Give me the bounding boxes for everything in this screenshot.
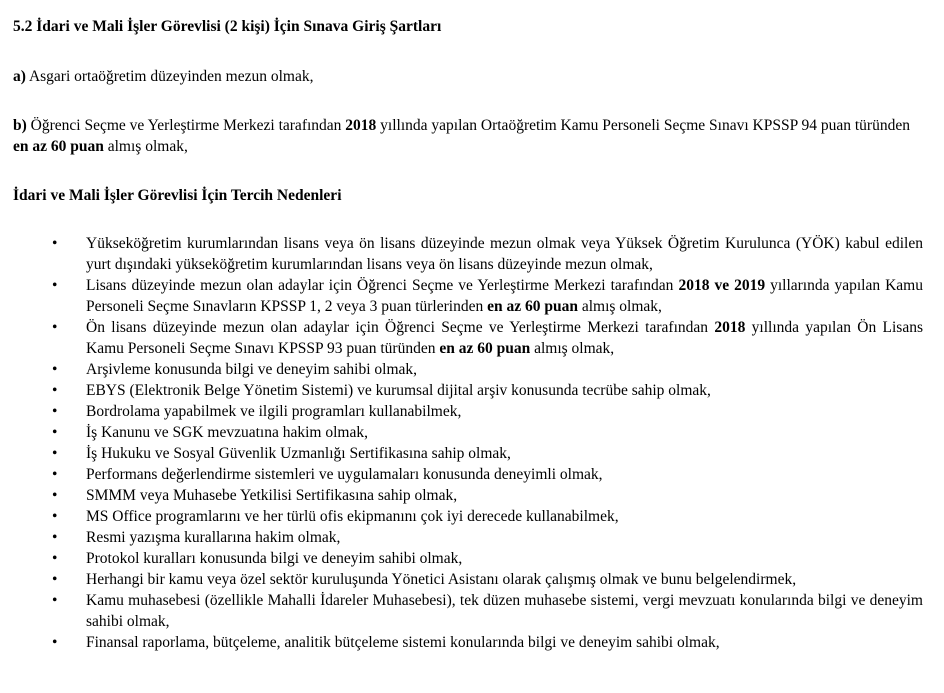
bullet-icon: • [52,424,58,441]
list-item-year: 2018 [678,277,710,294]
preference-title: İdari ve Mali İşler Görevlisi İçin Tercih Nedenleri [13,187,342,204]
requirement-b-year: 2018 [345,117,377,134]
requirement-a-label: a) [13,68,26,85]
list-item [0,380,923,401]
list-item-text: Ön lisans düzeyinde mezun olan adaylar için Öğrenci Seçme ve Yerleştirme Merkezi tarafından [86,319,715,336]
bullet-icon: • [52,403,58,420]
list-item-text: yıllarında yapılan Kamu Personeli Seçme Sınavların KPSSP 1, 2 veya 3 puan türlerinden [86,277,923,315]
bullet-icon: • [52,445,58,462]
list-item [0,485,923,506]
bullet-icon: • [52,634,58,651]
requirement-b-text: Öğrenci Seçme ve Yerleştirme Merkezi tarafından [26,117,346,134]
list-item [0,443,923,464]
list-item-text: Bordrolama yapabilmek ve ilgili programları kullanabilmek, [86,403,462,420]
list-item-text: Lisans düzeyinde mezun olan adaylar için Öğrenci Seçme ve Yerleştirme Merkezi tarafından [86,277,679,294]
list-item-text: Performans değerlendirme sistemleri ve uygulamaları konusunda deneyimli olmak, [86,466,603,483]
bullet-icon: • [52,508,58,525]
requirement-b-text: almış olmak, [103,138,188,155]
bullet-icon: • [52,529,58,546]
bullet-icon: • [52,571,58,588]
list-item-text: İş Hukuku ve Sosyal Güvenlik Uzmanlığı Sertifikasına sahip olmak, [86,445,511,462]
list-item [0,401,923,422]
preference-list [0,233,944,653]
list-item-text: almış olmak, [577,298,662,315]
bullet-icon: • [52,487,58,504]
list-item-year: 2018 [714,319,746,336]
section-title: 5.2 İdari ve Mali İşler Görevlisi (2 kişi) İçin Sınava Giriş Şartları [13,18,442,35]
list-item [0,569,923,590]
bullet-icon: • [52,466,58,483]
list-item-text: ve [709,277,735,294]
list-item-text: Protokol kuralları konusunda bilgi ve deneyim sahibi olmak, [86,550,463,567]
bullet-icon: • [52,382,58,399]
list-item [0,317,923,359]
requirement-b [13,115,923,157]
list-item-year: 2019 [734,277,766,294]
list-item [0,590,923,632]
list-item [0,548,923,569]
bullet-icon: • [52,592,58,609]
list-item [0,359,923,380]
list-item-text: almış olmak, [530,340,615,357]
list-item-text: Resmi yazışma kurallarına hakim olmak, [86,529,341,546]
list-item [0,464,923,485]
list-item [0,422,923,443]
list-item-text: Arşivleme konusunda bilgi ve deneyim sahibi olmak, [86,361,418,378]
bullet-icon: • [52,277,58,294]
list-item-text: Yükseköğretim kurumlarından lisans veya ön lisans düzeyinde mezun olmak veya Yüksek Öğretim Kurulunca (YÖK) kabul edilen yurt dışındaki yükseköğretim kurumlarından lisans veya ön lisans düzeyinde mezun olmak, [86,235,923,273]
list-item [0,632,923,653]
list-item-text: SMMM veya Muhasebe Yetkilisi Sertifikasına sahip olmak, [86,487,458,504]
list-item-text: MS Office programlarını ve her türlü ofis ekipmanını çok iyi derecede kullanabilmek, [86,508,619,525]
list-item-text: Herhangi bir kamu veya özel sektör kuruluşunda Yönetici Asistanı olarak çalışmış olmak ve bunu belgelendirmek, [86,571,797,588]
list-item-text: İş Kanunu ve SGK mevzuatına hakim olmak, [86,424,368,441]
list-item-text: yıllında yapılan Ön Lisans Kamu Personeli Seçme Sınavı KPSSP 93 puan türünden [86,319,923,357]
bullet-icon: • [52,361,58,378]
list-item-score: en az 60 puan [487,298,578,315]
list-item-text: Kamu muhasebesi (özellikle Mahalli İdareler Muhasebesi), tek düzen muhasebe sistemi, vergi mevzuatı konularında bilgi ve deneyim sahibi olmak, [86,592,923,630]
requirement-a-text: Asgari ortaöğretim düzeyinden mezun olmak, [25,68,314,85]
bullet-icon: • [52,319,58,336]
requirement-b-text: yıllında yapılan Ortaöğretim Kamu Personeli Seçme Sınavı KPSSP 94 puan türünden [376,117,910,134]
list-item [0,527,923,548]
list-item-text: Finansal raporlama, bütçeleme, analitik bütçeleme sistemi konularında bilgi ve deneyim sahibi olmak, [86,634,720,651]
list-item [0,506,923,527]
list-item [0,233,923,275]
bullet-icon: • [52,550,58,567]
list-item-text: EBYS (Elektronik Belge Yönetim Sistemi) ve kurumsal dijital arşiv konusunda tecrübe sahip olmak, [86,382,711,399]
list-item [0,275,923,317]
requirement-b-label: b) [13,117,27,134]
list-item-score: en az 60 puan [439,340,531,357]
requirement-a [13,66,923,87]
requirement-b-score: en az 60 puan [13,138,104,155]
bullet-icon: • [52,235,58,252]
